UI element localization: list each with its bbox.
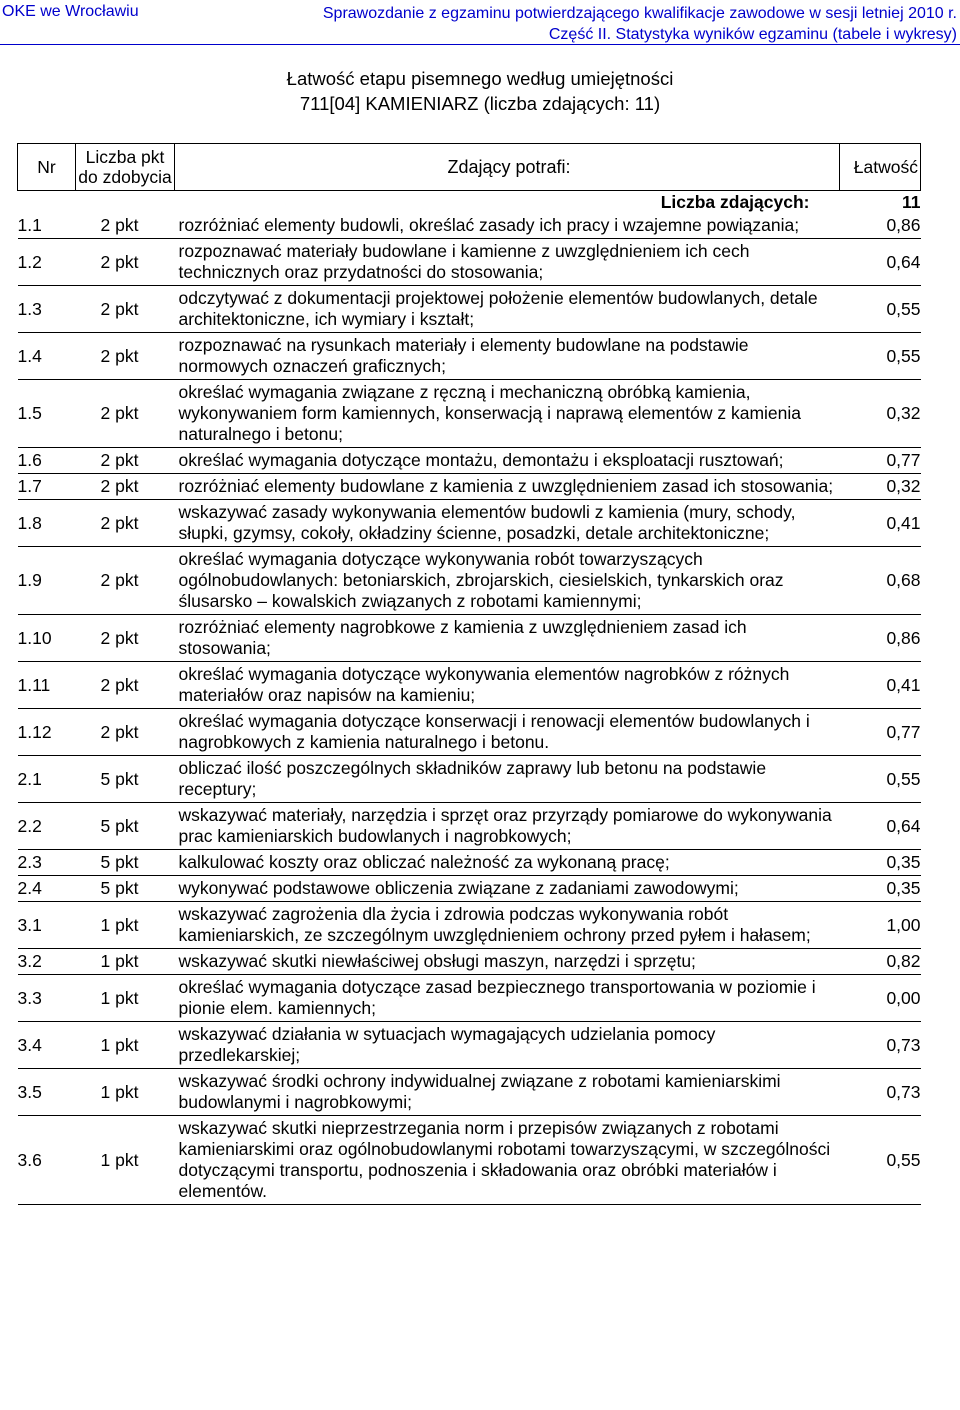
- row-nr: 1.4: [18, 333, 76, 380]
- row-points: 2 pkt: [76, 213, 175, 239]
- table-row: [18, 333, 921, 380]
- row-ease: 0,77: [840, 709, 921, 756]
- column-header-points: [76, 144, 175, 191]
- header-report-line2: Część II. Statystyka wyników egzaminu (tabele i wykresy): [548, 26, 957, 43]
- column-header-points-line1: Liczba pkt: [85, 147, 165, 167]
- table-row: [18, 213, 921, 239]
- row-points: 2 pkt: [76, 615, 175, 662]
- row-nr: 1.1: [18, 213, 76, 239]
- row-nr: 1.11: [18, 662, 76, 709]
- row-nr: 3.5: [18, 1069, 76, 1116]
- row-ease: 0,55: [840, 1116, 921, 1205]
- row-ease: 0,32: [840, 474, 921, 500]
- table-row: [18, 850, 921, 876]
- row-skill: wskazywać zasady wykonywania elementów budowli z kamienia (mury, schody, słupki, gzymsy, cokoły, okładziny ścienne, posadzki, detale architektoniczne;: [175, 500, 840, 547]
- table-row: [18, 662, 921, 709]
- row-skill: rozróżniać elementy budowlane z kamienia z uwzględnieniem zasad ich stosowania;: [175, 474, 840, 500]
- row-nr: 1.10: [18, 615, 76, 662]
- table-row: [18, 902, 921, 949]
- row-ease: 0,82: [840, 949, 921, 975]
- title-line2: 711[04] KAMIENIARZ (liczba zdających: 11): [299, 93, 661, 114]
- row-ease: 0,41: [840, 662, 921, 709]
- row-skill: określać wymagania dotyczące zasad bezpiecznego transportowania w poziomie i pionie elem. kamiennych;: [175, 975, 840, 1022]
- row-skill: wskazywać środki ochrony indywidualnej związane z robotami kamieniarskimi budowlanymi i nagrobkowymi;: [175, 1069, 840, 1116]
- row-points: 2 pkt: [76, 286, 175, 333]
- row-ease: 0,73: [840, 1022, 921, 1069]
- row-skill: rozróżniać elementy nagrobkowe z kamienia z uwzględnieniem zasad ich stosowania;: [175, 615, 840, 662]
- column-header-points-line2: do zdobycia: [78, 167, 172, 187]
- column-header-ease: Łatwość: [840, 144, 921, 191]
- row-skill: wskazywać skutki niewłaściwej obsługi maszyn, narzędzi i sprzętu;: [175, 949, 840, 975]
- table-row: [18, 1116, 921, 1205]
- row-ease: 0,73: [840, 1069, 921, 1116]
- column-header-skill: Zdający potrafi:: [175, 144, 840, 191]
- row-ease: 0,35: [840, 850, 921, 876]
- row-nr: 3.3: [18, 975, 76, 1022]
- table-row: [18, 876, 921, 902]
- row-skill: odczytywać z dokumentacji projektowej położenie elementów budowlanych, detale architektoniczne, ich wymiary i kształt;: [175, 286, 840, 333]
- ease-table: [17, 143, 921, 1205]
- row-points: 1 pkt: [76, 902, 175, 949]
- row-nr: 1.3: [18, 286, 76, 333]
- table-row: [18, 474, 921, 500]
- row-ease: 0,86: [840, 615, 921, 662]
- row-nr: 2.3: [18, 850, 76, 876]
- table-row: [18, 448, 921, 474]
- count-row: [18, 191, 921, 214]
- table-row: [18, 756, 921, 803]
- row-points: 5 pkt: [76, 876, 175, 902]
- column-header-nr: Nr: [18, 144, 76, 191]
- row-points: 1 pkt: [76, 949, 175, 975]
- row-nr: 3.1: [18, 902, 76, 949]
- table-body: [18, 191, 921, 1205]
- row-skill: wskazywać skutki nieprzestrzegania norm i przepisów związanych z robotami kamieniarskimi oraz ogólnobudowlanymi robotami towarzyszącymi, w szczególności dotyczącymi transportu, podnoszenia i składowania oraz obróbki materiałów i elementów.: [175, 1116, 840, 1205]
- row-points: 2 pkt: [76, 500, 175, 547]
- table-row: [18, 949, 921, 975]
- table-row: [18, 975, 921, 1022]
- row-ease: 0,86: [840, 213, 921, 239]
- table-row: [18, 239, 921, 286]
- row-nr: 2.1: [18, 756, 76, 803]
- row-skill: określać wymagania dotyczące konserwacji i renowacji elementów budowlanych i nagrobkowych z kamienia naturalnego i betonu.: [175, 709, 840, 756]
- row-ease: 0,68: [840, 547, 921, 615]
- row-nr: 2.2: [18, 803, 76, 850]
- row-points: 2 pkt: [76, 474, 175, 500]
- row-skill: wskazywać zagrożenia dla życia i zdrowia podczas wykonywania robót kamieniarskich, ze szczególnym uwzględnieniem ochrony przed pyłem i hałasem;: [175, 902, 840, 949]
- title-line1: Łatwość etapu pisemnego według umiejętności: [286, 68, 674, 89]
- row-ease: 0,64: [840, 803, 921, 850]
- row-points: 2 pkt: [76, 448, 175, 474]
- table-row: [18, 1022, 921, 1069]
- row-points: 2 pkt: [76, 547, 175, 615]
- table-row: [18, 286, 921, 333]
- row-points: 2 pkt: [76, 239, 175, 286]
- row-points: 5 pkt: [76, 803, 175, 850]
- table-row: [18, 500, 921, 547]
- row-points: 2 pkt: [76, 662, 175, 709]
- row-ease: 0,77: [840, 448, 921, 474]
- row-ease: 0,55: [840, 333, 921, 380]
- count-value: 11: [902, 191, 921, 212]
- row-nr: 3.6: [18, 1116, 76, 1205]
- row-ease: 0,41: [840, 500, 921, 547]
- row-points: 1 pkt: [76, 1069, 175, 1116]
- row-nr: 1.12: [18, 709, 76, 756]
- row-points: 1 pkt: [76, 975, 175, 1022]
- row-skill: rozpoznawać materiały budowlane i kamienne z uwzględnieniem ich cech technicznych oraz przydatności do stosowania;: [175, 239, 840, 286]
- row-points: 5 pkt: [76, 850, 175, 876]
- row-points: 2 pkt: [76, 709, 175, 756]
- row-skill: określać wymagania związane z ręczną i mechaniczną obróbką kamienia, wykonywaniem form kamiennych, konserwacją i naprawą elementów z kamienia naturalnego i betonu;: [175, 380, 840, 448]
- header-report-title: [323, 3, 957, 45]
- row-nr: 3.4: [18, 1022, 76, 1069]
- row-ease: 0,32: [840, 380, 921, 448]
- row-ease: 0,55: [840, 286, 921, 333]
- row-skill: rozróżniać elementy budowli, określać zasady ich pracy i wzajemne powiązania;: [175, 213, 840, 239]
- row-ease: 0,55: [840, 756, 921, 803]
- row-nr: 1.5: [18, 380, 76, 448]
- row-nr: 3.2: [18, 949, 76, 975]
- row-nr: 1.2: [18, 239, 76, 286]
- header-institution: OKE we Wrocławiu: [2, 3, 139, 20]
- row-nr: 2.4: [18, 876, 76, 902]
- count-label: Liczba zdających:: [660, 191, 810, 212]
- row-skill: rozpoznawać na rysunkach materiały i elementy budowlane na podstawie normowych oznaczeń graficznych;: [175, 333, 840, 380]
- row-skill: określać wymagania dotyczące montażu, demontażu i eksploatacji rusztowań;: [175, 448, 840, 474]
- row-nr: 1.8: [18, 500, 76, 547]
- row-ease: 0,00: [840, 975, 921, 1022]
- row-skill: kalkulować koszty oraz obliczać należność za wykonaną pracę;: [175, 850, 840, 876]
- row-points: 2 pkt: [76, 380, 175, 448]
- row-nr: 1.7: [18, 474, 76, 500]
- row-points: 1 pkt: [76, 1116, 175, 1205]
- row-ease: 0,64: [840, 239, 921, 286]
- table-row: [18, 803, 921, 850]
- header-divider: [0, 44, 960, 45]
- row-nr: 1.9: [18, 547, 76, 615]
- table-row: [18, 1069, 921, 1116]
- row-skill: wykonywać podstawowe obliczenia związane z zadaniami zawodowymi;: [175, 876, 840, 902]
- row-points: 2 pkt: [76, 333, 175, 380]
- row-skill: określać wymagania dotyczące wykonywania robót towarzyszących ogólnobudowlanych: betoniarskich, zbrojarskich, ciesielskich, tynkarskich oraz ślusarsko – kowalskich związanych z robotami kamiennymi;: [175, 547, 840, 615]
- row-skill: wskazywać działania w sytuacjach wymagających udzielania pomocy przedlekarskiej;: [175, 1022, 840, 1069]
- row-skill: obliczać ilość poszczególnych składników zaprawy lub betonu na podstawie receptury;: [175, 756, 840, 803]
- row-points: 5 pkt: [76, 756, 175, 803]
- row-ease: 1,00: [840, 902, 921, 949]
- page-title: [0, 66, 960, 116]
- header-report-line1: Sprawozdanie z egzaminu potwierdzającego kwalifikacje zawodowe w sesji letniej 2010 r.: [322, 5, 957, 22]
- table-header-row: [18, 144, 921, 191]
- row-nr: 1.6: [18, 448, 76, 474]
- table-row: [18, 709, 921, 756]
- table-row: [18, 615, 921, 662]
- table-row: [18, 547, 921, 615]
- row-skill: określać wymagania dotyczące wykonywania elementów nagrobków z różnych materiałów oraz napisów na kamieniu;: [175, 662, 840, 709]
- row-skill: wskazywać materiały, narzędzia i sprzęt oraz przyrządy pomiarowe do wykonywania prac kamieniarskich budowlanych i nagrobkowych;: [175, 803, 840, 850]
- row-points: 1 pkt: [76, 1022, 175, 1069]
- table-row: [18, 380, 921, 448]
- row-ease: 0,35: [840, 876, 921, 902]
